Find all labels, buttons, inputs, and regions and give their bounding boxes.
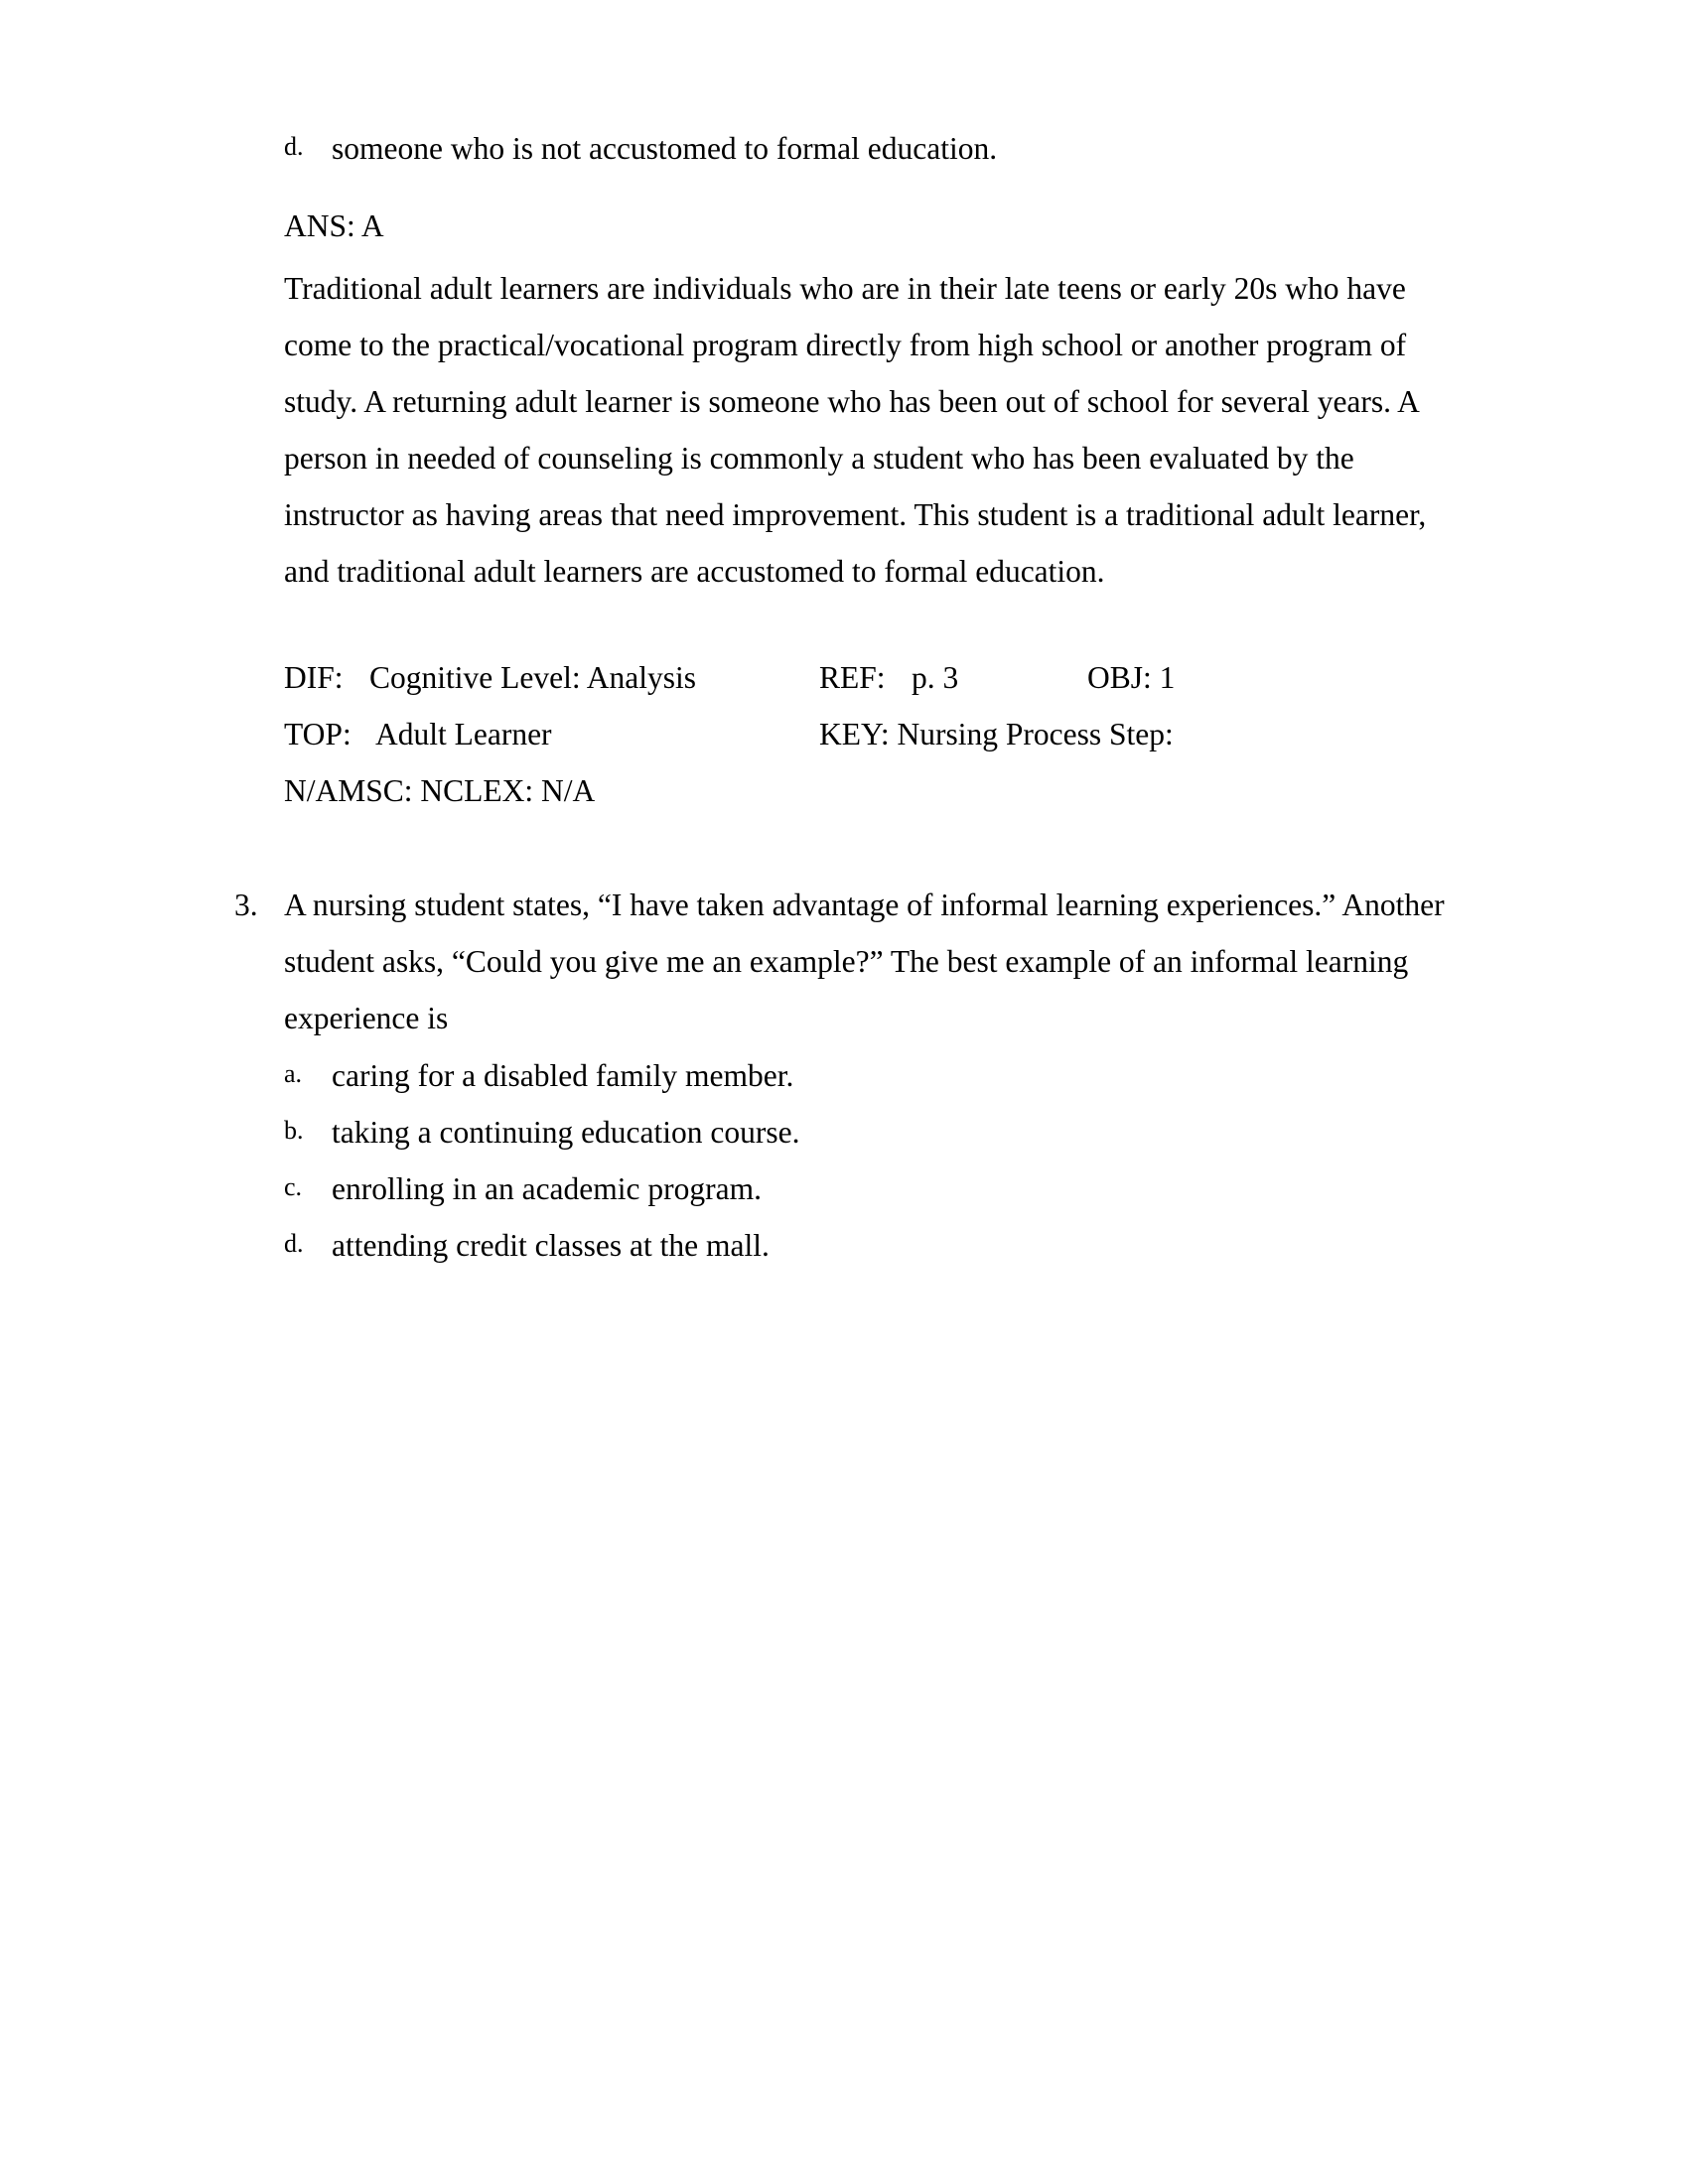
option-text-a: caring for a disabled family member. bbox=[332, 1058, 794, 1093]
ref-value: p. 3 bbox=[912, 660, 959, 695]
obj-label: OBJ: 1 bbox=[1087, 660, 1176, 695]
question-number: 3. bbox=[234, 887, 258, 922]
option-text-d: someone who is not accustomed to formal education. bbox=[332, 131, 998, 166]
question-stem-line: experience is bbox=[284, 1001, 449, 1035]
ref-label: REF: bbox=[819, 660, 886, 695]
dif-value: Cognitive Level: Analysis bbox=[369, 660, 696, 695]
rationale-line: Traditional adult learners are individuals who are in their late teens or early 20s who have bbox=[284, 271, 1406, 306]
top-value: Adult Learner bbox=[375, 717, 552, 751]
answer-label: ANS: A bbox=[284, 208, 384, 243]
key-label: KEY: Nursing Process Step: bbox=[819, 717, 1174, 751]
option-letter-b: b. bbox=[284, 1116, 304, 1145]
dif-label: DIF: bbox=[284, 660, 344, 695]
rationale-line: instructor as having areas that need improvement. This student is a traditional adult learner, bbox=[284, 497, 1427, 532]
option-text-d: attending credit classes at the mall. bbox=[332, 1228, 770, 1263]
question-stem-line: student asks, “Could you give me an example?” The best example of an informal learning bbox=[284, 944, 1409, 979]
option-letter-d: d. bbox=[284, 132, 304, 161]
namsc-nclex-label: N/AMSC: NCLEX: N/A bbox=[284, 773, 596, 808]
rationale-line: person in needed of counseling is commonly a student who has been evaluated by the bbox=[284, 441, 1354, 476]
option-text-c: enrolling in an academic program. bbox=[332, 1171, 762, 1206]
rationale-line: study. A returning adult learner is someone who has been out of school for several years. A bbox=[284, 384, 1420, 419]
question-stem-line: A nursing student states, “I have taken advantage of informal learning experiences.” Another bbox=[284, 887, 1445, 922]
option-letter-c: c. bbox=[284, 1172, 303, 1201]
option-letter-d: d. bbox=[284, 1229, 304, 1258]
rationale-line: and traditional adult learners are accustomed to formal education. bbox=[284, 554, 1105, 589]
rationale-line: come to the practical/vocational program directly from high school or another program of bbox=[284, 328, 1407, 362]
option-text-b: taking a continuing education course. bbox=[332, 1115, 800, 1150]
rationale-paragraph bbox=[284, 260, 1505, 600]
top-label: TOP: bbox=[284, 717, 352, 751]
option-letter-a: a. bbox=[284, 1059, 303, 1088]
